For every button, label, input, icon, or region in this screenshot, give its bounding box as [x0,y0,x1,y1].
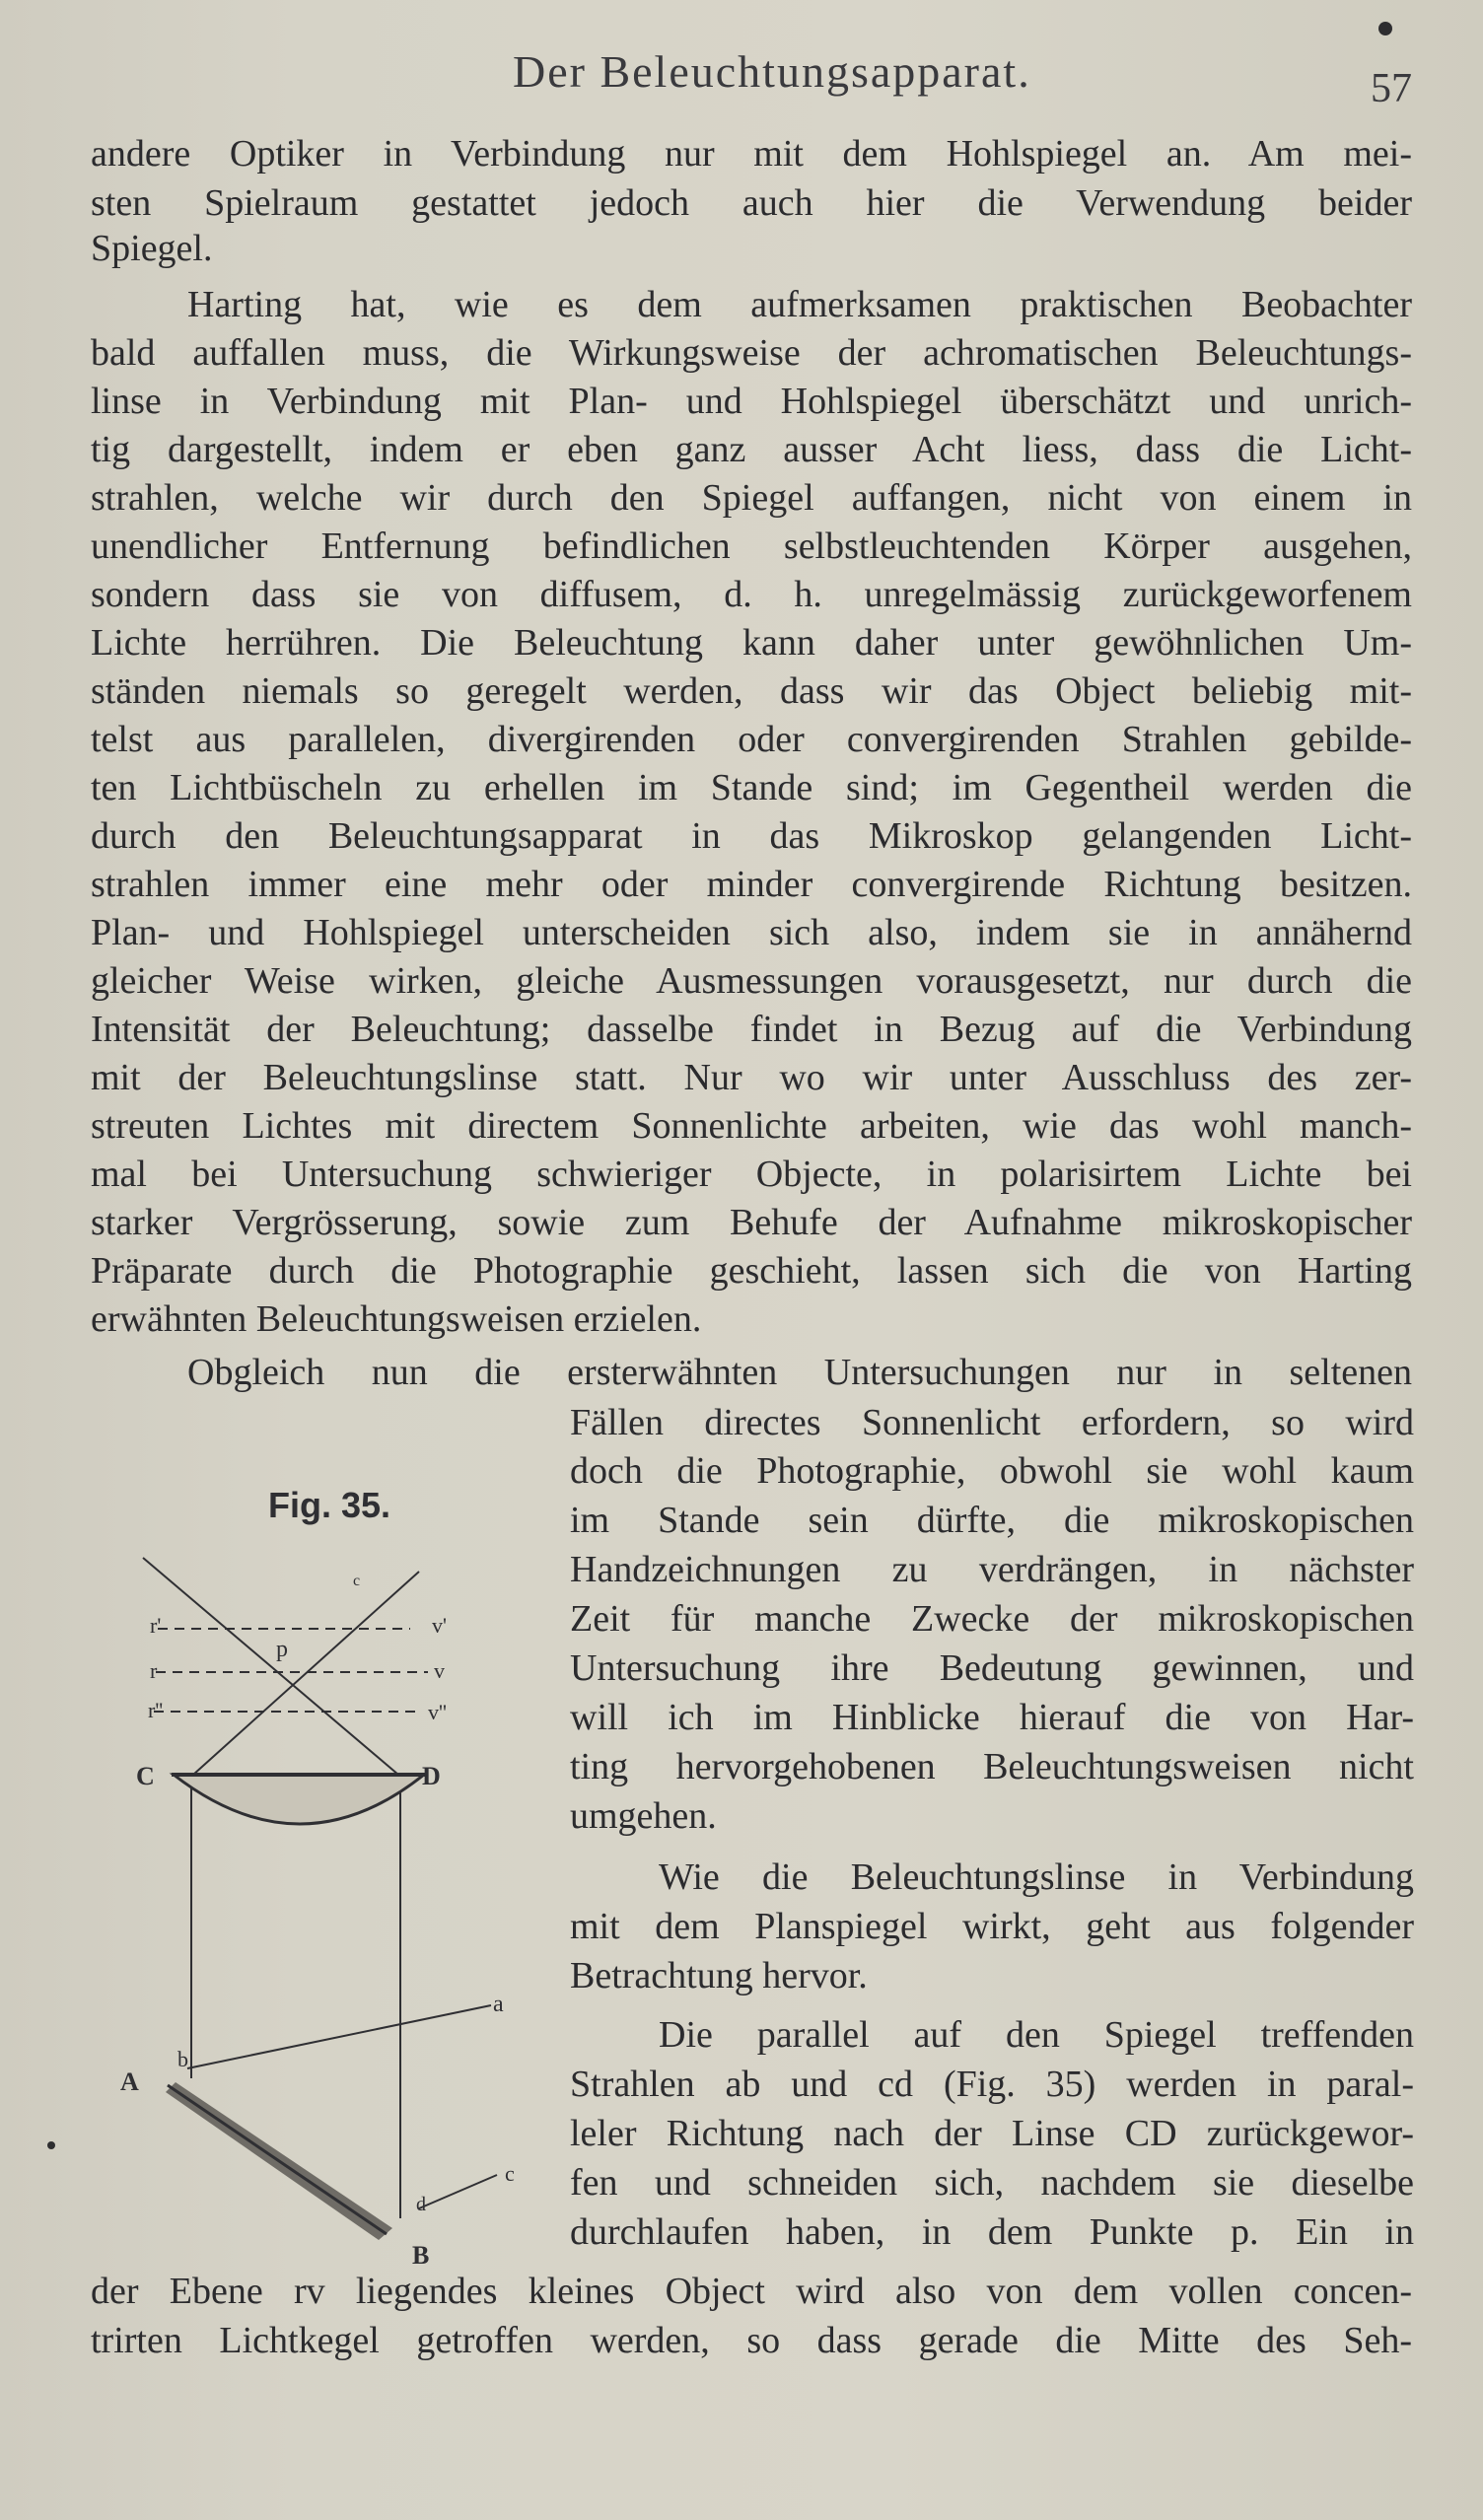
text-line: trirten Lichtkegel getroffen werden, so dass gerade die Mitte des Seh- [91,2320,1412,2361]
text-line: im Stande sein dürfte, die mikroskopischen [570,1500,1414,1541]
label-v1: v' [432,1613,447,1638]
text-line: ten Lichtbüscheln zu erhellen im Stande sind; im Gegentheil werden die [91,767,1412,808]
text-line: mit dem Planspiegel wirkt, geht aus folgender [570,1906,1414,1947]
label-r1: r' [150,1613,162,1638]
figure-35-diagram [99,1538,562,2287]
text-line: linse in Verbindung mit Plan- und Hohlspiegel überschätzt und unrich- [91,381,1412,422]
text-line: der Ebene rv liegendes kleines Object wird also von dem vollen concen- [91,2271,1412,2312]
page-number: 57 [1371,66,1412,111]
text-line: will ich im Hinblicke hierauf die von Har- [570,1697,1414,1738]
text-line: mit der Beleuchtungslinse statt. Nur wo wir unter Ausschluss des zer- [91,1057,1412,1098]
text-line: durchlaufen haben, in dem Punkte p. Ein in [570,2211,1414,2253]
converging-ray-1 [143,1558,398,1775]
text-line: Fällen directes Sonnenlicht erfordern, so wird [570,1402,1414,1443]
label-r2: r'' [148,1698,164,1722]
text-line: Harting hat, wie es dem aufmerksamen praktischen Beobachter [187,284,1412,325]
text-line: sten Spielraum gestattet jedoch auch hier die Verwendung beider [91,182,1412,224]
label-B: B [412,2241,430,2270]
label-d: d [416,2194,426,2215]
text-line: Betrachtung hervor. [570,1955,868,1996]
text-line: starker Vergrösserung, sowie zum Behufe der Aufnahme mikroskopischer [91,1202,1412,1243]
text-line: unendlicher Entfernung befindlichen selbstleuchtenden Körper ausgehen, [91,525,1412,567]
text-line: telst aus parallelen, divergirenden oder convergirenden Strahlen gebilde- [91,719,1412,760]
text-line: Intensität der Beleuchtung; dasselbe findet in Bezug auf die Verbindung [91,1009,1412,1050]
text-line: umgehen. [570,1795,717,1837]
text-line: Wie die Beleuchtungslinse in Verbindung [659,1856,1414,1898]
text-line: sondern dass sie von diffusem, d. h. unregelmässig zurückgeworfenem [91,574,1412,615]
text-line: fen und schneiden sich, nachdem sie dieselbe [570,2162,1414,2204]
text-line: Strahlen ab und cd (Fig. 35) werden in paral- [570,2064,1414,2105]
label-v2: v'' [428,1700,447,1724]
label-b: b [177,2047,188,2071]
label-C: C [136,1762,155,1790]
ray-cd [419,2175,497,2208]
text-line: durch den Beleuchtungsapparat in das Mikroskop gelangenden Licht- [91,815,1412,857]
text-line: Spiegel. [91,228,213,269]
mirror-edge [168,2085,387,2234]
text-line: Die parallel auf den Spiegel treffenden [659,2014,1414,2056]
lens-CD [174,1775,424,1824]
text-line: tig dargestellt, indem er eben ganz ausser Acht liess, dass die Licht- [91,429,1412,470]
text-line: gleicher Weise wirken, gleiche Ausmessungen vorausgesetzt, nur durch die [91,960,1412,1002]
figure-caption: Fig. 35. [268,1485,391,1525]
running-title: Der Beleuchtungsapparat. [513,46,1031,97]
text-line: Zeit für manche Zwecke der mikroskopischen [570,1598,1414,1640]
page-header [0,39,1483,118]
ray-ab [187,2005,491,2068]
text-line: andere Optiker in Verbindung nur mit dem Hohlspiegel an. Am mei- [91,133,1412,175]
text-line: Handzeichnungen zu verdrängen, in nächster [570,1549,1414,1590]
text-line: bald auffallen muss, die Wirkungsweise der achromatischen Beleuchtungs- [91,332,1412,374]
text-line: doch die Photographie, obwohl sie wohl kaum [570,1450,1414,1492]
text-line: ting hervorgehobenen Beleuchtungsweisen nicht [570,1746,1414,1787]
label-v: v [434,1658,445,1683]
print-speck [47,2141,55,2149]
text-line: Präparate durch die Photographie geschieht, lassen sich die von Harting [91,1250,1412,1292]
text-line: strahlen, welche wir durch den Spiegel auffangen, nicht von einem in [91,477,1412,519]
text-line: erwähnten Beleuchtungsweisen erzielen. [91,1298,702,1340]
text-line: mal bei Untersuchung schwieriger Objecte, in polarisirtem Lichte bei [91,1154,1412,1195]
text-line: strahlen immer eine mehr oder minder convergirende Richtung besitzen. [91,864,1412,905]
label-a: a [493,1992,504,2017]
text-line: ständen niemals so geregelt werden, dass wir das Object beliebig mit- [91,670,1412,712]
label-r: r [150,1658,158,1683]
text-line: Lichte herrühren. Die Beleuchtung kann daher unter gewöhnlichen Um- [91,622,1412,664]
text-line: Obgleich nun die ersterwähnten Untersuchungen nur in seltenen [187,1352,1412,1393]
label-c: c [505,2161,515,2186]
label-A: A [120,2067,139,2096]
text-line: streuten Lichtes mit directem Sonnenlichte arbeiten, wie das wohl manch- [91,1105,1412,1147]
text-line: leler Richtung nach der Linse CD zurückgewor- [570,2113,1414,2154]
print-speck [1378,22,1392,35]
text-line: Plan- und Hohlspiegel unterscheiden sich also, indem sie in annähernd [91,912,1412,953]
label-c-top: c [353,1573,361,1589]
text-line: Untersuchung ihre Bedeutung gewinnen, und [570,1647,1414,1689]
label-p: p [276,1637,288,1662]
label-D: D [422,1762,441,1790]
